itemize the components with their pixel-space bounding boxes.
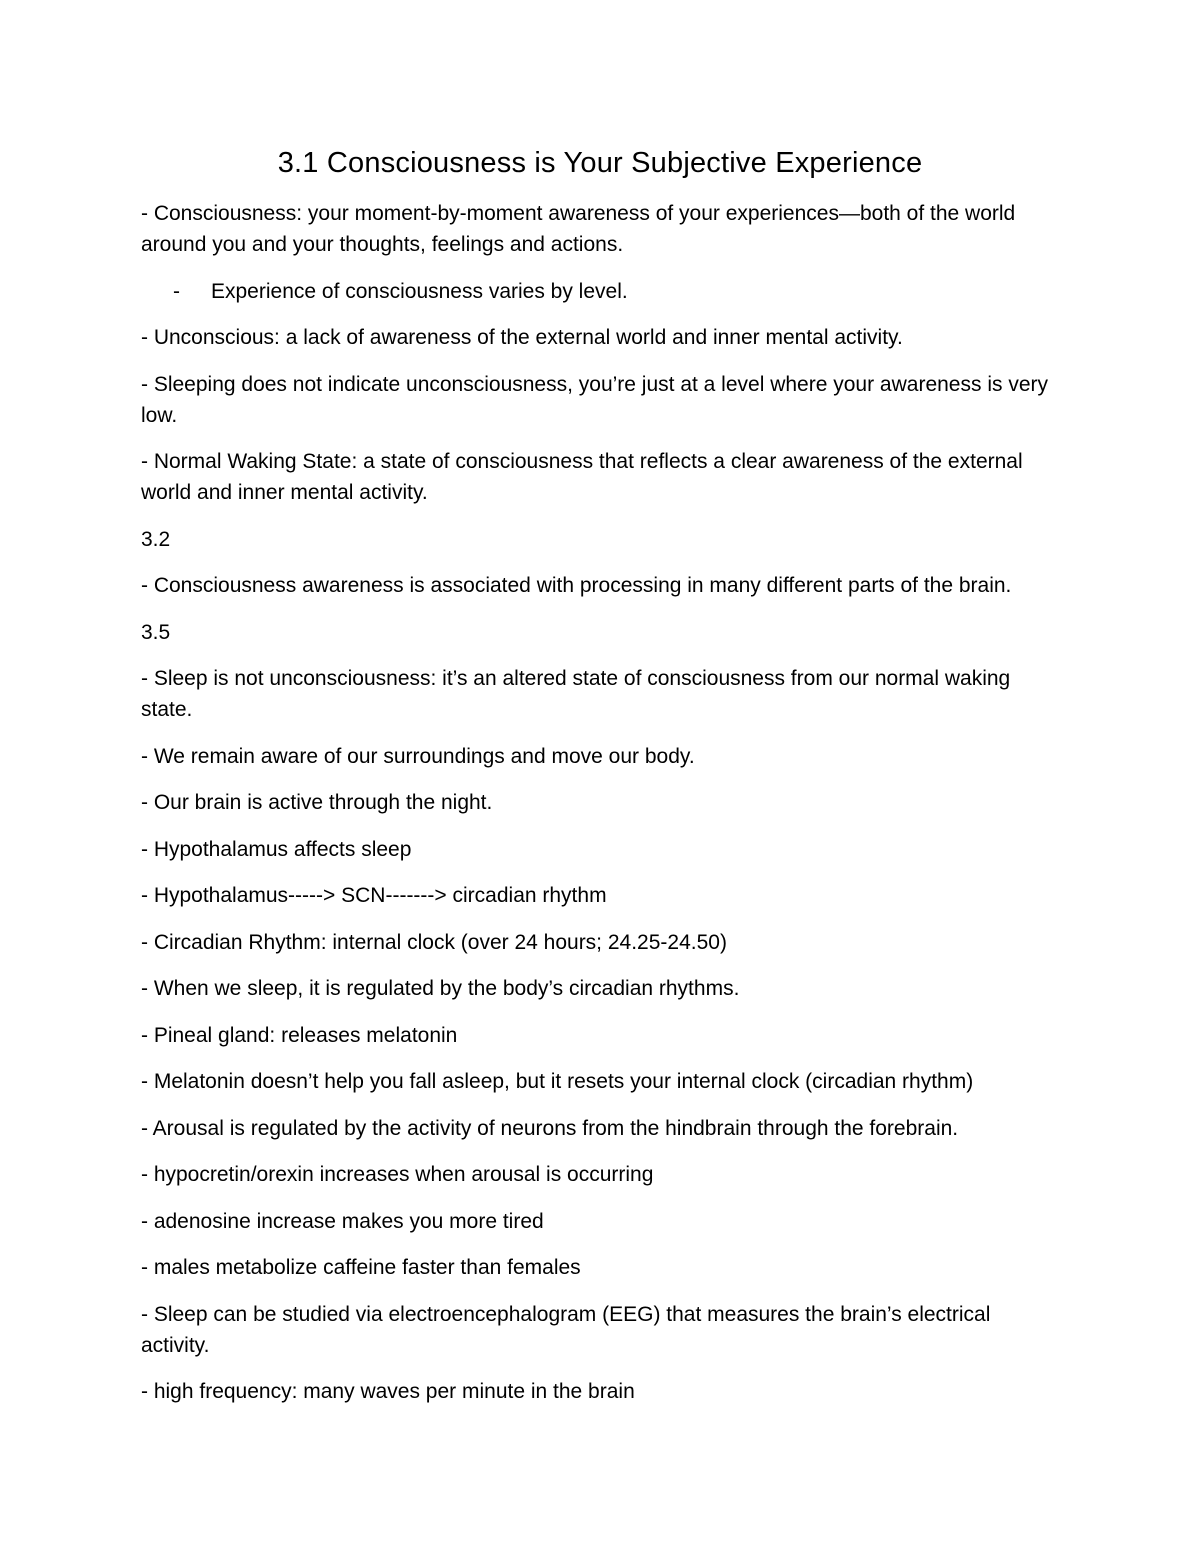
paragraph-melatonin: - Melatonin doesn’t help you fall asleep, but it resets your internal clock (circadian rhythm) <box>141 1070 974 1093</box>
paragraph-sleeping: - Sleeping does not indicate unconsciousness, you’re just at a level where your awareness is very low. <box>141 372 1048 427</box>
bullet-text: Experience of consciousness varies by level. <box>211 279 628 303</box>
section-heading-3-2: 3.2 <box>141 527 171 551</box>
paragraph-brain-active: - Our brain is active through the night. <box>141 791 493 814</box>
paragraph-consciousness-awareness: - Consciousness awareness is associated with processing in many different parts of the brain. <box>141 574 1012 597</box>
paragraph-eeg: - Sleep can be studied via electroencephalogram (EEG) that measures the brain’s electrical activity. <box>141 1302 991 1357</box>
paragraph-hypothalamus-sleep: - Hypothalamus affects sleep <box>141 837 412 861</box>
page-title: 3.1 Consciousness is Your Subjective Experience <box>277 147 923 179</box>
paragraph-hypocretin: - hypocretin/orexin increases when arousal is occurring <box>141 1163 654 1186</box>
paragraph-pineal-gland: - Pineal gland: releases melatonin <box>141 1023 458 1047</box>
paragraph-caffeine: - males metabolize caffeine faster than females <box>141 1256 581 1279</box>
paragraph-consciousness-definition: - Consciousness: your moment-by-moment awareness of your experiences—both of the world around you and your thoughts, feelings and actions. <box>141 202 1016 256</box>
section-heading-3-5: 3.5 <box>141 620 171 644</box>
paragraph-arousal: - Arousal is regulated by the activity of neurons from the hindbrain through the forebrain. <box>141 1116 959 1140</box>
paragraph-high-frequency: - high frequency: many waves per minute in the brain <box>141 1380 635 1403</box>
paragraph-remain-aware: - We remain aware of our surroundings and move our body. <box>141 744 695 768</box>
bullet-item-consciousness-levels <box>141 276 1056 307</box>
paragraph-unconscious: - Unconscious: a lack of awareness of the external world and inner mental activity. <box>141 326 903 349</box>
paragraph-circadian-rhythm: - Circadian Rhythm: internal clock (over 24 hours; 24.25-24.50) <box>141 930 727 954</box>
paragraph-adenosine: - adenosine increase makes you more tired <box>141 1209 544 1233</box>
bullet-dash: - <box>173 279 180 303</box>
paragraph-sleep-altered-state: - Sleep is not unconsciousness: it’s an altered state of consciousness from our normal waking state. <box>141 667 1011 721</box>
document-body <box>141 198 1056 1423</box>
paragraph-normal-waking-state: - Normal Waking State: a state of consciousness that reflects a clear awareness of the external world and inner mental activity. <box>141 450 1023 504</box>
paragraph-hypothalamus-scn: - Hypothalamus-----> SCN-------> circadian rhythm <box>141 884 607 907</box>
paragraph-sleep-regulated: - When we sleep, it is regulated by the body’s circadian rhythms. <box>141 977 740 1000</box>
